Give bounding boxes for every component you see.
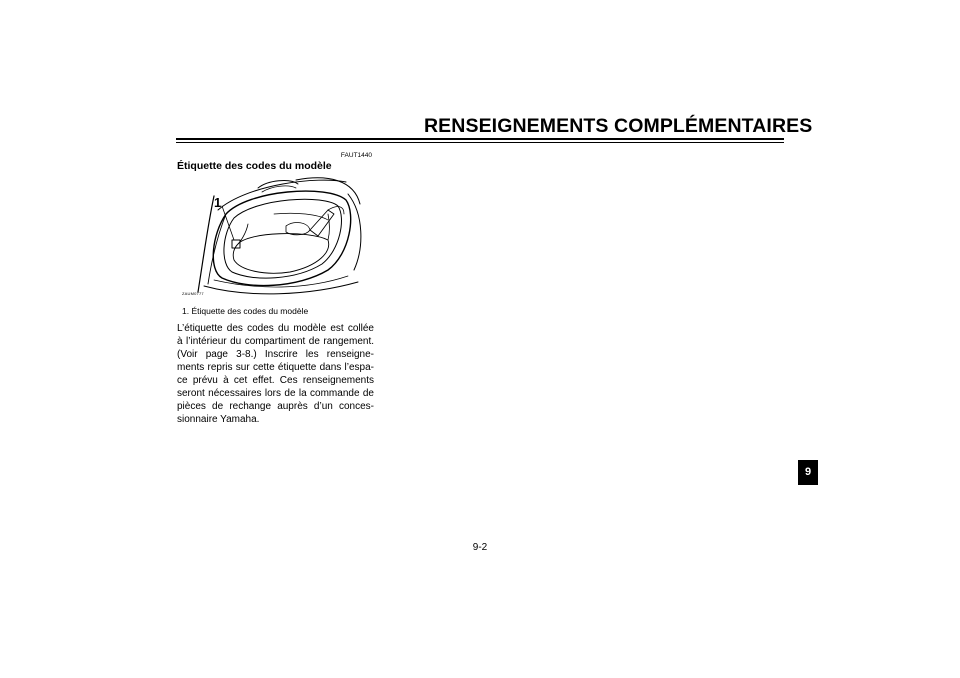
header-rule-thick (176, 138, 784, 140)
callout-number: 1 (214, 195, 222, 210)
section-title: Étiquette des codes du modèle (177, 160, 332, 172)
page-number: 9-2 (472, 542, 488, 553)
compartment-rim-outer (213, 191, 350, 285)
header-rule-thin (176, 142, 784, 143)
compartment-wall-line (328, 214, 330, 240)
storage-compartment-illustration (178, 174, 374, 300)
figure-caption: 1. Étiquette des codes du modèle (182, 306, 309, 316)
paragraph-line: seront nécessaires lors de la commande de (177, 388, 374, 399)
compartment-floor (233, 234, 328, 274)
paragraph-line: ce prévu à cet effet. Ces renseignements (177, 375, 374, 386)
paragraph-line: (Voir page 3-8.) Inscrire les renseigne- (177, 349, 374, 360)
section-code: FAUT1440 (340, 152, 372, 159)
latch (310, 210, 334, 236)
page-header-title: RENSEIGNEMENTS COMPLÉMENTAIRES (424, 115, 813, 137)
paragraph-line: ments repris sur cette étiquette dans l’espa- (177, 362, 374, 373)
paragraph-line: sionnaire Yamaha. (177, 414, 260, 425)
paragraph-line: à l’intérieur du compartiment de rangement. (177, 336, 374, 347)
figure-code: ZAUM0777 (182, 291, 204, 296)
body-paragraph (177, 322, 374, 426)
latch (328, 207, 344, 214)
body-edge-bottom (204, 282, 358, 294)
paragraph-line: L’étiquette des codes du modèle est collée (177, 323, 374, 334)
chapter-tab: 9 (798, 460, 818, 485)
body-edge-left (198, 196, 214, 292)
paragraph-line: pièces de rechange auprès d’un conces- (177, 401, 374, 412)
compartment-bump (286, 223, 310, 235)
